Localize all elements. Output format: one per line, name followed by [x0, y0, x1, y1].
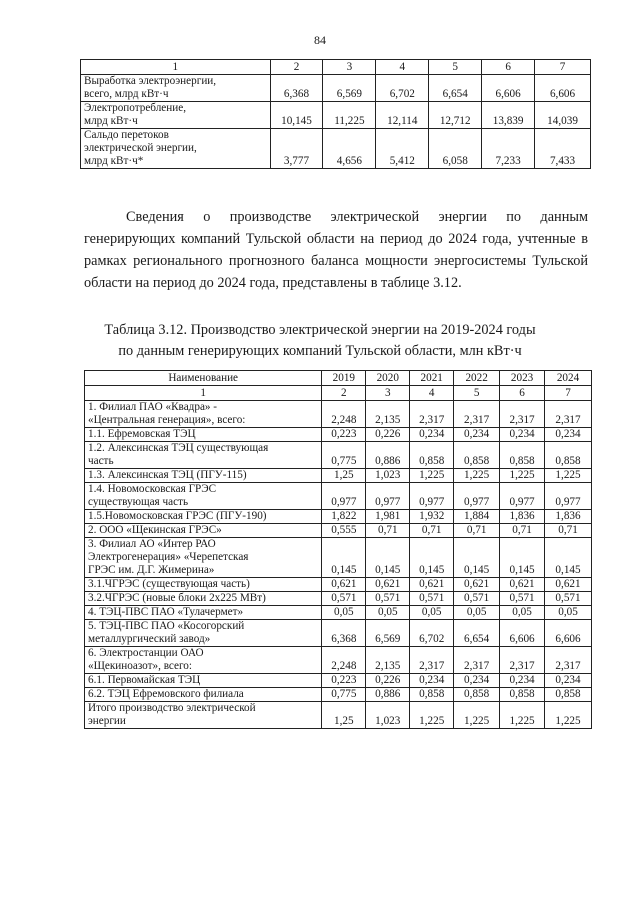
row-label-line: млрд кВт·ч*: [84, 155, 144, 167]
value-cell: 0,977: [410, 483, 454, 510]
value-cell: 2,248: [322, 647, 366, 674]
row-label-cell: [85, 606, 322, 620]
column-number: 6: [500, 386, 545, 401]
row-label-line: энергии: [88, 715, 126, 727]
value-cell: 0,145: [322, 538, 366, 578]
table-header-row: [85, 371, 592, 386]
row-label-line: 3.2.ЧГРЭС (новые блоки 2х225 МВт): [88, 592, 266, 604]
row-label-line: Электрогенерация» «Черепетская: [88, 551, 249, 563]
value-cell: 6,569: [323, 75, 376, 102]
row-label-line: ГРЭС им. Д.Г. Жимерина»: [88, 564, 215, 576]
table-row: [85, 428, 592, 442]
value-cell: 0,858: [410, 688, 454, 702]
column-number: 1: [85, 386, 322, 401]
value-cell: 1,225: [545, 702, 592, 729]
column-number: 7: [535, 60, 591, 75]
value-cell: 1,822: [322, 510, 366, 524]
table-row: [85, 524, 592, 538]
row-label-line: часть: [88, 455, 114, 467]
value-cell: 13,839: [482, 102, 535, 129]
value-cell: 1,25: [322, 469, 366, 483]
value-cell: 2,317: [545, 401, 592, 428]
value-cell: 7,433: [535, 129, 591, 169]
column-number: 4: [376, 60, 429, 75]
row-label-line: 3.1.ЧГРЭС (существующая часть): [88, 578, 250, 590]
value-cell: 0,234: [410, 428, 454, 442]
row-label-line: 1.4. Новомосковская ГРЭС: [88, 483, 217, 495]
value-cell: 1,836: [545, 510, 592, 524]
column-number: 3: [366, 386, 410, 401]
row-label-line: 5. ТЭЦ-ПВС ПАО «Косогорский: [88, 620, 245, 632]
value-cell: 0,571: [454, 592, 500, 606]
value-cell: 0,234: [500, 674, 545, 688]
table-numbering-row: [85, 386, 592, 401]
table-row: [85, 401, 592, 428]
row-label-line: 4. ТЭЦ-ПВС ПАО «Тулачермет»: [88, 606, 244, 618]
value-cell: 6,058: [429, 129, 482, 169]
value-cell: 2,317: [410, 401, 454, 428]
table-row: [85, 647, 592, 674]
column-number: 6: [482, 60, 535, 75]
value-cell: 0,71: [545, 524, 592, 538]
value-cell: 6,368: [270, 75, 323, 102]
value-cell: 1,225: [545, 469, 592, 483]
column-number: 5: [454, 386, 500, 401]
value-cell: 6,569: [366, 620, 410, 647]
row-label-cell: [85, 442, 322, 469]
value-cell: 0,223: [322, 428, 366, 442]
column-header: 2020: [366, 371, 410, 386]
value-cell: 1,225: [500, 702, 545, 729]
row-label-cell: [81, 75, 271, 102]
value-cell: 1,25: [322, 702, 366, 729]
column-number: 2: [270, 60, 323, 75]
value-cell: 0,226: [366, 428, 410, 442]
value-cell: 2,317: [410, 647, 454, 674]
row-label-line: млрд кВт·ч: [84, 115, 138, 127]
row-label-cell: [85, 538, 322, 578]
value-cell: 0,571: [545, 592, 592, 606]
row-label-line: 6.2. ТЭЦ Ефремовского филиала: [88, 688, 244, 700]
value-cell: 4,656: [323, 129, 376, 169]
value-cell: 1,023: [366, 702, 410, 729]
generation-table: [84, 370, 592, 729]
row-label-line: Выработка электроэнергии,: [84, 75, 217, 87]
table-numbering-row: [81, 60, 591, 75]
value-cell: 0,621: [500, 578, 545, 592]
value-cell: 2,317: [545, 647, 592, 674]
value-cell: 0,05: [410, 606, 454, 620]
table-row: [85, 606, 592, 620]
value-cell: 0,71: [500, 524, 545, 538]
table-row: [85, 592, 592, 606]
value-cell: 7,233: [482, 129, 535, 169]
row-label-cell: [85, 674, 322, 688]
value-cell: 6,606: [545, 620, 592, 647]
value-cell: 0,71: [366, 524, 410, 538]
row-label-cell: [85, 702, 322, 729]
row-label-cell: [85, 688, 322, 702]
value-cell: 1,932: [410, 510, 454, 524]
column-header: 2019: [322, 371, 366, 386]
table-row: [85, 702, 592, 729]
value-cell: 0,234: [545, 428, 592, 442]
row-label-line: 1.5.Новомосковская ГРЭС (ПГУ-190): [88, 510, 267, 522]
table-row: [81, 102, 591, 129]
value-cell: 0,05: [545, 606, 592, 620]
table-row: [81, 75, 591, 102]
value-cell: 0,977: [500, 483, 545, 510]
value-cell: 0,05: [500, 606, 545, 620]
value-cell: 1,981: [366, 510, 410, 524]
value-cell: 6,606: [482, 75, 535, 102]
table-row: [81, 129, 591, 169]
table-row: [85, 688, 592, 702]
value-cell: 2,317: [500, 401, 545, 428]
value-cell: 0,858: [500, 688, 545, 702]
value-cell: 2,317: [500, 647, 545, 674]
column-header: 2022: [454, 371, 500, 386]
value-cell: 0,223: [322, 674, 366, 688]
value-cell: 0,858: [500, 442, 545, 469]
table-row: [85, 674, 592, 688]
row-label-line: 1.1. Ефремовская ТЭЦ: [88, 428, 196, 440]
row-label-cell: [85, 592, 322, 606]
value-cell: 0,886: [366, 442, 410, 469]
row-label-line: всего, млрд кВт·ч: [84, 88, 169, 100]
column-number: 5: [429, 60, 482, 75]
row-label-line: Сальдо перетоков: [84, 129, 169, 141]
value-cell: 0,775: [322, 442, 366, 469]
value-cell: 1,225: [500, 469, 545, 483]
value-cell: 0,621: [545, 578, 592, 592]
row-label-cell: [85, 510, 322, 524]
value-cell: 0,234: [500, 428, 545, 442]
value-cell: 1,225: [410, 469, 454, 483]
value-cell: 0,858: [454, 442, 500, 469]
row-label-line: Электропотребление,: [84, 102, 187, 114]
value-cell: 0,977: [322, 483, 366, 510]
row-label-cell: [81, 102, 271, 129]
value-cell: 0,71: [454, 524, 500, 538]
value-cell: 0,571: [500, 592, 545, 606]
value-cell: 0,05: [366, 606, 410, 620]
table-row: [85, 442, 592, 469]
value-cell: 0,71: [410, 524, 454, 538]
value-cell: 6,702: [376, 75, 429, 102]
column-header: 2021: [410, 371, 454, 386]
value-cell: 0,555: [322, 524, 366, 538]
value-cell: 1,884: [454, 510, 500, 524]
row-label-cell: [85, 647, 322, 674]
value-cell: 1,225: [410, 702, 454, 729]
value-cell: 6,702: [410, 620, 454, 647]
value-cell: 0,234: [454, 674, 500, 688]
table-row: [85, 538, 592, 578]
value-cell: 2,248: [322, 401, 366, 428]
table-caption-line-1: Таблица 3.12. Производство электрической энергии на 2019-2024 годы: [104, 322, 536, 338]
value-cell: 6,368: [322, 620, 366, 647]
column-number: 3: [323, 60, 376, 75]
column-header: Наименование: [85, 371, 322, 386]
row-label-line: «Щекиноазот», всего:: [88, 660, 192, 672]
row-label-cell: [85, 428, 322, 442]
row-label-line: 1.3. Алексинская ТЭЦ (ПГУ-115): [88, 469, 247, 481]
row-label-cell: [81, 129, 271, 169]
value-cell: 5,412: [376, 129, 429, 169]
value-cell: 0,234: [410, 674, 454, 688]
column-header: 2024: [545, 371, 592, 386]
table-row: [85, 578, 592, 592]
column-number: 7: [545, 386, 592, 401]
row-label-line: существующая часть: [88, 496, 189, 508]
row-label-line: 1. Филиал ПАО «Квадра» -: [88, 401, 218, 413]
value-cell: 0,226: [366, 674, 410, 688]
value-cell: 0,977: [545, 483, 592, 510]
value-cell: 6,654: [429, 75, 482, 102]
value-cell: 0,145: [366, 538, 410, 578]
value-cell: 0,234: [454, 428, 500, 442]
value-cell: 0,775: [322, 688, 366, 702]
table-caption: [0, 320, 640, 362]
column-number: 4: [410, 386, 454, 401]
table-row: [85, 483, 592, 510]
value-cell: 0,886: [366, 688, 410, 702]
value-cell: 0,05: [454, 606, 500, 620]
value-cell: 2,135: [366, 647, 410, 674]
value-cell: 12,712: [429, 102, 482, 129]
value-cell: 0,145: [410, 538, 454, 578]
value-cell: 6,654: [454, 620, 500, 647]
value-cell: 0,145: [500, 538, 545, 578]
value-cell: 12,114: [376, 102, 429, 129]
value-cell: 10,145: [270, 102, 323, 129]
value-cell: 11,225: [323, 102, 376, 129]
table-row: [85, 510, 592, 524]
row-label-line: 2. ООО «Щекинская ГРЭС»: [88, 524, 222, 536]
electricity-balance-table: [80, 59, 591, 169]
value-cell: 0,858: [545, 688, 592, 702]
value-cell: 1,836: [500, 510, 545, 524]
table-caption-line-2: по данным генерирующих компаний Тульской области, млн кВт·ч: [118, 343, 522, 359]
column-header: 2023: [500, 371, 545, 386]
row-label-line: 3. Филиал АО «Интер РАО: [88, 538, 216, 550]
value-cell: 0,621: [322, 578, 366, 592]
value-cell: 2,317: [454, 401, 500, 428]
row-label-line: металлургический завод»: [88, 633, 211, 645]
value-cell: 0,571: [366, 592, 410, 606]
body-paragraph: Сведения о производстве электрической энергии по данным генерирующих компаний Тульской области на период до 2024 года, учтенные в рамках регионального прогнозного баланса мощности энергосистемы Тульской области на период до 2024 года, представлены в таблице 3.12.: [84, 209, 588, 291]
value-cell: 6,606: [535, 75, 591, 102]
value-cell: 0,571: [410, 592, 454, 606]
value-cell: 0,145: [545, 538, 592, 578]
value-cell: 0,571: [322, 592, 366, 606]
value-cell: 2,317: [454, 647, 500, 674]
value-cell: 14,039: [535, 102, 591, 129]
row-label-line: Итого производство электрической: [88, 702, 256, 714]
value-cell: 0,145: [454, 538, 500, 578]
row-label-cell: [85, 578, 322, 592]
value-cell: 0,858: [454, 688, 500, 702]
value-cell: 0,858: [410, 442, 454, 469]
page-number: 84: [314, 33, 326, 47]
value-cell: 0,234: [545, 674, 592, 688]
value-cell: 0,05: [322, 606, 366, 620]
value-cell: 3,777: [270, 129, 323, 169]
value-cell: 0,858: [545, 442, 592, 469]
value-cell: 0,621: [366, 578, 410, 592]
column-number: 1: [81, 60, 271, 75]
row-label-cell: [85, 469, 322, 483]
value-cell: 2,135: [366, 401, 410, 428]
row-label-line: «Центральная генерация», всего:: [88, 414, 246, 426]
value-cell: 1,225: [454, 469, 500, 483]
value-cell: 0,977: [366, 483, 410, 510]
value-cell: 1,023: [366, 469, 410, 483]
table-row: [85, 469, 592, 483]
row-label-line: 6.1. Первомайская ТЭЦ: [88, 674, 201, 686]
value-cell: 0,977: [454, 483, 500, 510]
row-label-line: 6. Электростанции ОАО: [88, 647, 204, 659]
row-label-cell: [85, 620, 322, 647]
row-label-cell: [85, 401, 322, 428]
row-label-cell: [85, 524, 322, 538]
value-cell: 0,621: [454, 578, 500, 592]
value-cell: 0,621: [410, 578, 454, 592]
value-cell: 6,606: [500, 620, 545, 647]
column-number: 2: [322, 386, 366, 401]
table-row: [85, 620, 592, 647]
row-label-cell: [85, 483, 322, 510]
value-cell: 1,225: [454, 702, 500, 729]
row-label-line: электрической энергии,: [84, 142, 197, 154]
row-label-line: 1.2. Алексинская ТЭЦ существующая: [88, 442, 269, 454]
